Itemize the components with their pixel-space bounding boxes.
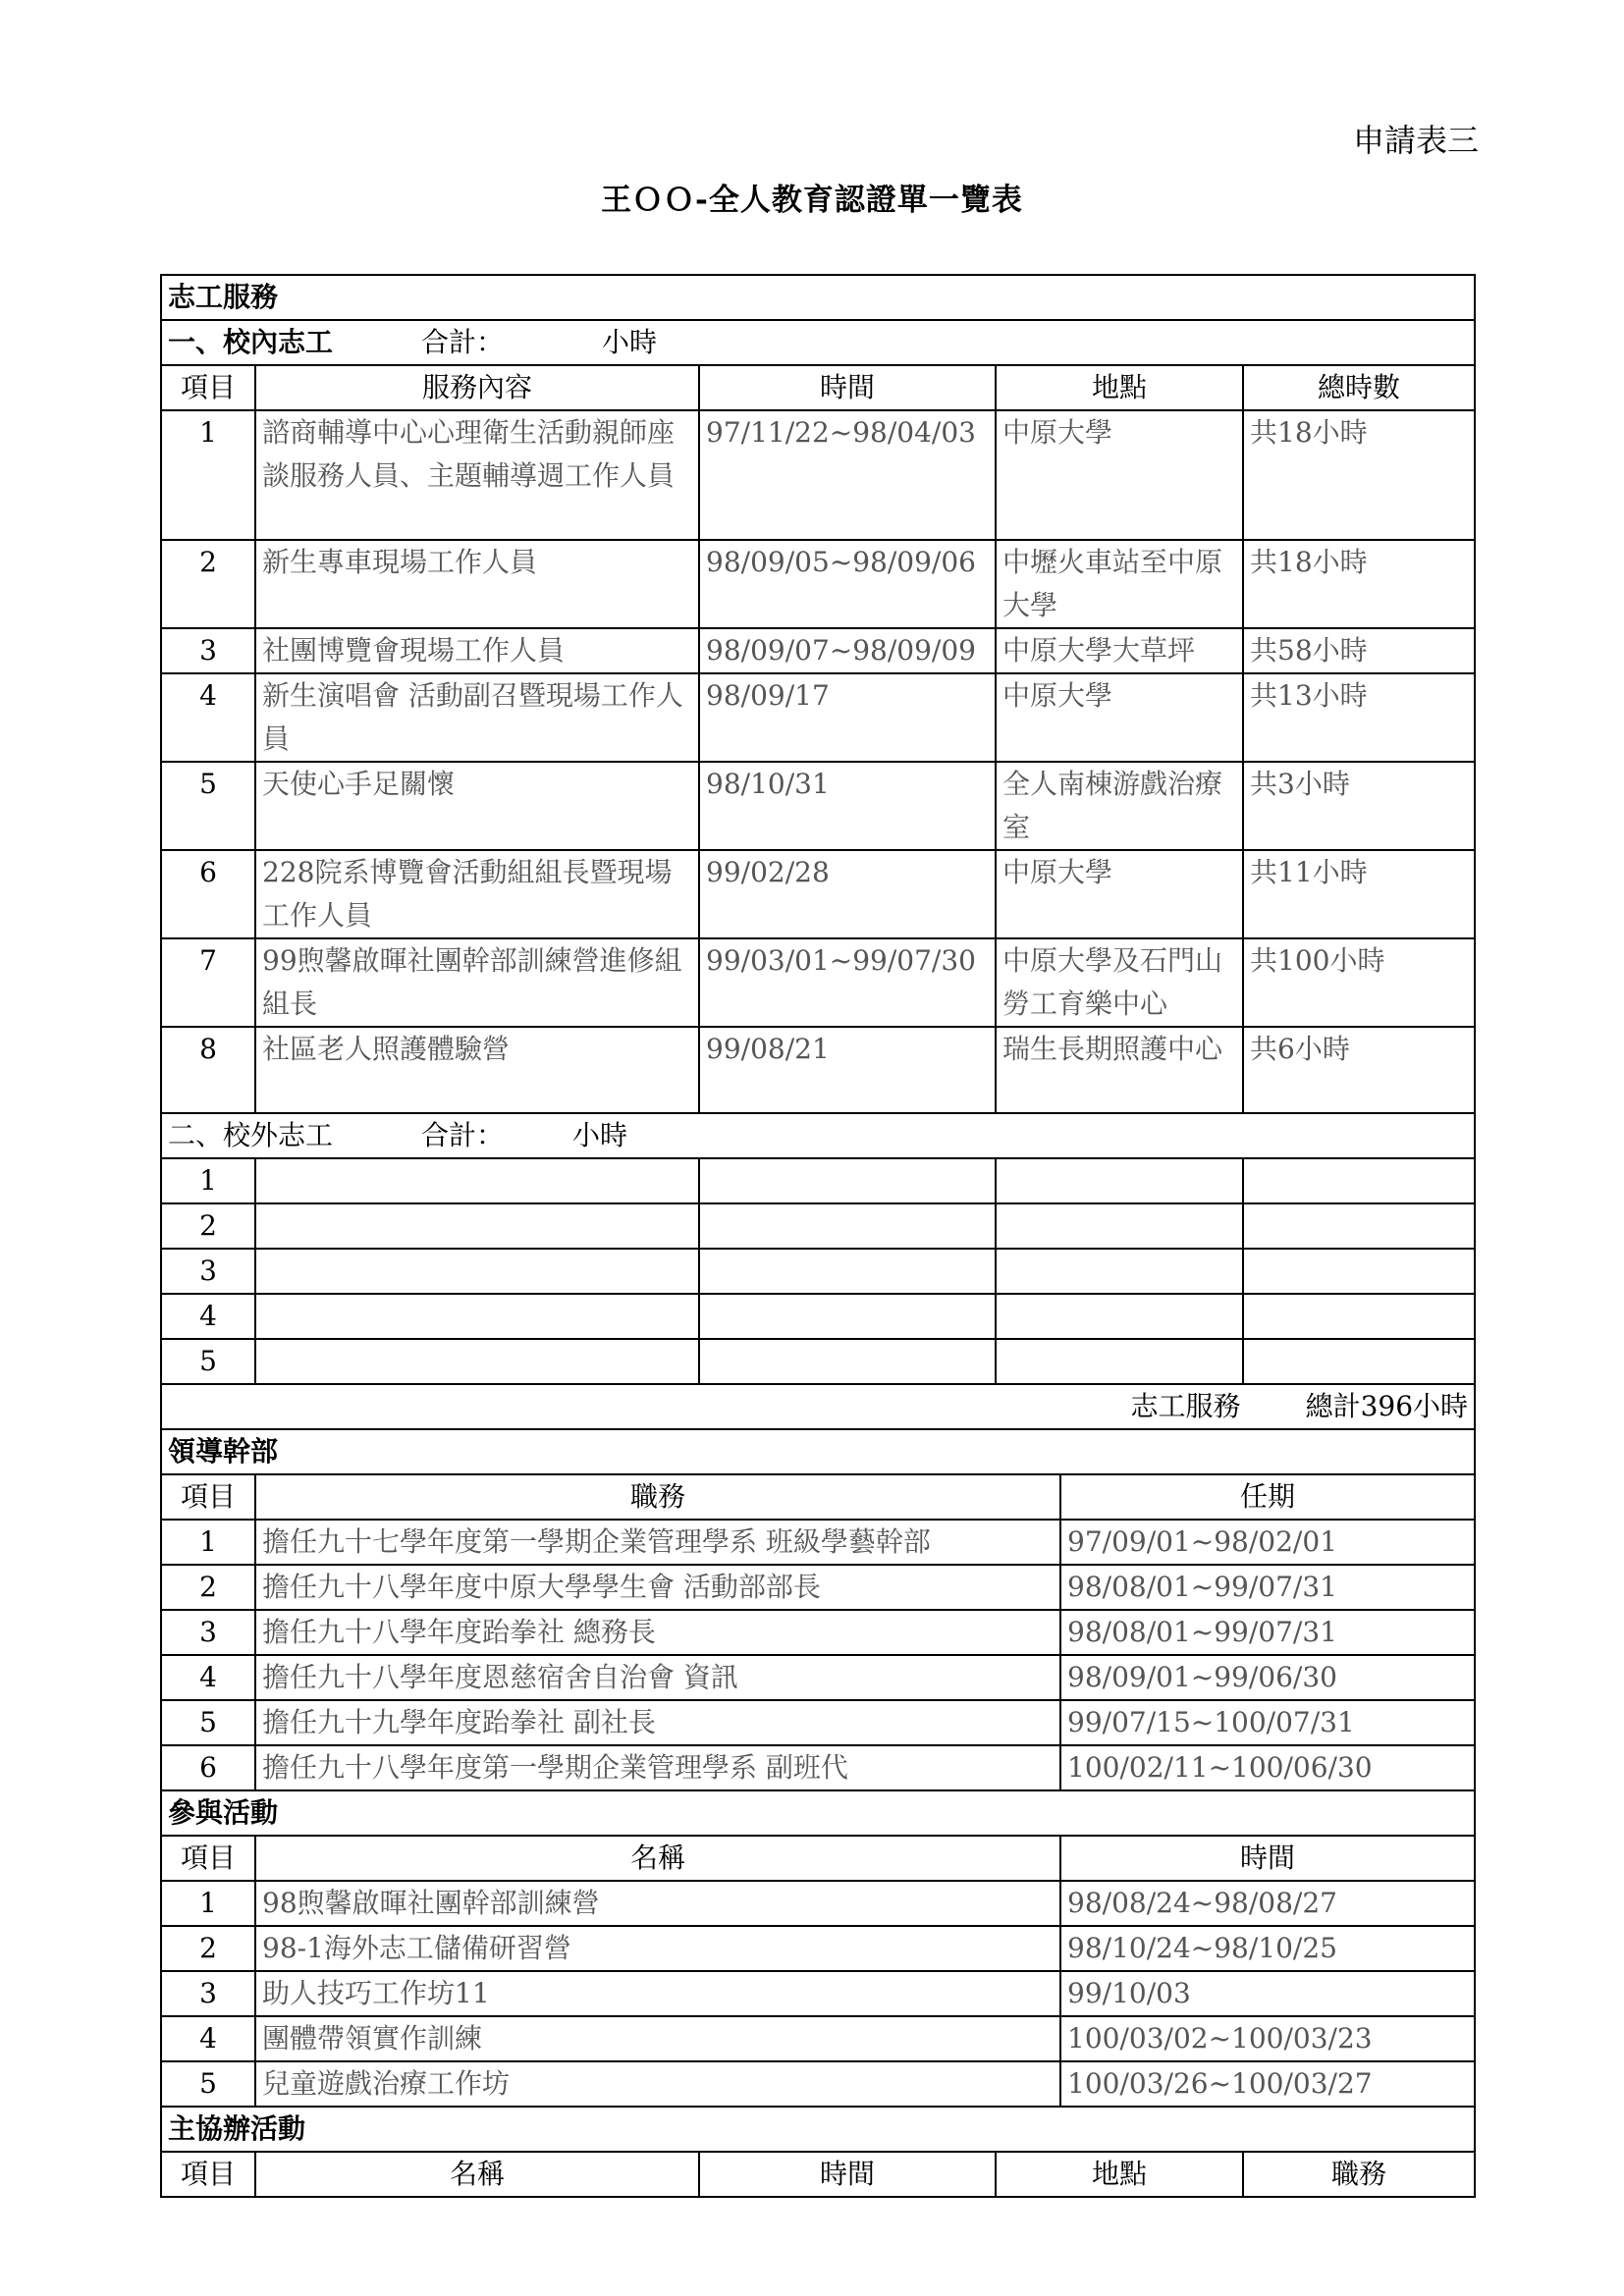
service-time: 99/03/01~99/07/30 xyxy=(699,938,996,1027)
item-number: 3 xyxy=(161,1610,255,1655)
table-row xyxy=(161,1745,1475,1790)
section-title: 主協辦活動 xyxy=(161,2107,1475,2152)
campus-heading xyxy=(161,320,1475,365)
service-time: 99/02/28 xyxy=(699,850,996,938)
campus-label: 一、校內志工 xyxy=(168,326,334,358)
empty-cell xyxy=(1243,1249,1475,1294)
service-place: 中壢火車站至中原大學 xyxy=(996,540,1243,628)
col-header-role: 職務 xyxy=(255,1474,1060,1520)
empty-cell xyxy=(996,1158,1243,1203)
empty-cell xyxy=(255,1294,699,1339)
table-row xyxy=(161,1158,1475,1203)
table-row xyxy=(161,1881,1475,1926)
table-row xyxy=(161,1971,1475,2016)
item-number: 1 xyxy=(161,1158,255,1203)
col-header-term: 任期 xyxy=(1060,1474,1475,1520)
leadership-term: 98/08/01~99/07/31 xyxy=(1060,1610,1475,1655)
volunteer-summary xyxy=(161,1384,1475,1429)
item-number: 1 xyxy=(161,1881,255,1926)
form-number: 申請表三 xyxy=(1352,122,1479,159)
section-leadership xyxy=(161,1429,1475,1474)
service-content: 228院系博覽會活動組組長暨現場工作人員 xyxy=(255,850,699,938)
leadership-role: 擔任九十八學年度第一學期企業管理學系 副班代 xyxy=(255,1745,1060,1790)
activities-header-row xyxy=(161,1836,1475,1881)
leadership-term: 98/08/01~99/07/31 xyxy=(1060,1565,1475,1610)
col-header-place: 地點 xyxy=(996,365,1243,410)
leadership-term: 98/09/01~99/06/30 xyxy=(1060,1655,1475,1700)
volunteer-total xyxy=(161,1384,1475,1429)
activity-time: 100/03/02~100/03/23 xyxy=(1060,2016,1475,2061)
item-number: 6 xyxy=(161,1745,255,1790)
empty-cell xyxy=(255,1158,699,1203)
campus-total-label: 合計： xyxy=(421,326,505,358)
col-header-place: 地點 xyxy=(996,2152,1243,2197)
activity-name: 助人技巧工作坊11 xyxy=(255,1971,1060,2016)
section-title: 志工服務 xyxy=(161,275,1475,320)
item-number: 4 xyxy=(161,1655,255,1700)
service-content: 天使心手足關懷 xyxy=(255,762,699,850)
offcampus-total-label: 合計： xyxy=(421,1119,505,1151)
item-number: 3 xyxy=(161,628,255,673)
empty-cell xyxy=(255,1339,699,1384)
table-row xyxy=(161,1700,1475,1745)
col-header-time: 時間 xyxy=(1060,1836,1475,1881)
section-activities xyxy=(161,1790,1475,1836)
item-number: 6 xyxy=(161,850,255,938)
col-header-item: 項目 xyxy=(161,365,255,410)
item-number: 4 xyxy=(161,673,255,762)
service-time: 99/08/21 xyxy=(699,1027,996,1113)
item-number: 8 xyxy=(161,1027,255,1113)
col-header-name: 名稱 xyxy=(255,2152,699,2197)
service-place: 中原大學 xyxy=(996,410,1243,540)
activity-name: 兒童遊戲治療工作坊 xyxy=(255,2061,1060,2107)
table-row xyxy=(161,1203,1475,1249)
service-content: 社區老人照護體驗營 xyxy=(255,1027,699,1113)
col-header-content: 服務內容 xyxy=(255,365,699,410)
service-hours: 共3小時 xyxy=(1243,762,1475,850)
service-hours: 共13小時 xyxy=(1243,673,1475,762)
col-header-time: 時間 xyxy=(699,2152,996,2197)
campus-total-unit: 小時 xyxy=(602,326,658,358)
leadership-role: 擔任九十八學年度中原大學學生會 活動部部長 xyxy=(255,1565,1060,1610)
table-row xyxy=(161,1294,1475,1339)
table-row xyxy=(161,1027,1475,1113)
leadership-role: 擔任九十八學年度恩慈宿舍自治會 資訊 xyxy=(255,1655,1060,1700)
leadership-role: 擔任九十九學年度跆拳社 副社長 xyxy=(255,1700,1060,1745)
service-place: 中原大學 xyxy=(996,673,1243,762)
activity-name: 98-1海外志工儲備研習營 xyxy=(255,1926,1060,1971)
service-content: 99煦馨啟暉社團幹部訓練營進修組組長 xyxy=(255,938,699,1027)
activity-time: 98/08/24~98/08/27 xyxy=(1060,1881,1475,1926)
summary-label: 志工服務 xyxy=(1130,1390,1241,1422)
empty-cell xyxy=(996,1294,1243,1339)
offcampus-label: 二、校外志工 xyxy=(168,1119,334,1151)
item-number: 3 xyxy=(161,1249,255,1294)
col-header-role: 職務 xyxy=(1243,2152,1475,2197)
empty-cell xyxy=(996,1203,1243,1249)
empty-cell xyxy=(1243,1158,1475,1203)
service-time: 98/09/17 xyxy=(699,673,996,762)
table-row xyxy=(161,1520,1475,1565)
empty-cell xyxy=(1243,1294,1475,1339)
service-hours: 共6小時 xyxy=(1243,1027,1475,1113)
section-organized xyxy=(161,2107,1475,2152)
empty-cell xyxy=(996,1249,1243,1294)
service-hours: 共11小時 xyxy=(1243,850,1475,938)
service-content: 社團博覽會現場工作人員 xyxy=(255,628,699,673)
service-hours: 共100小時 xyxy=(1243,938,1475,1027)
item-number: 1 xyxy=(161,410,255,540)
leadership-term: 97/09/01~98/02/01 xyxy=(1060,1520,1475,1565)
leadership-term: 100/02/11~100/06/30 xyxy=(1060,1745,1475,1790)
item-number: 2 xyxy=(161,1926,255,1971)
table-row xyxy=(161,540,1475,628)
leadership-role: 擔任九十七學年度第一學期企業管理學系 班級學藝幹部 xyxy=(255,1520,1060,1565)
table-row xyxy=(161,1339,1475,1384)
item-number: 2 xyxy=(161,1565,255,1610)
service-content: 新生演唱會 活動副召暨現場工作人員 xyxy=(255,673,699,762)
item-number: 4 xyxy=(161,1294,255,1339)
empty-cell xyxy=(255,1249,699,1294)
empty-cell xyxy=(1243,1203,1475,1249)
col-header-hours: 總時數 xyxy=(1243,365,1475,410)
section-title: 領導幹部 xyxy=(161,1429,1475,1474)
activity-name: 團體帶領實作訓練 xyxy=(255,2016,1060,2061)
section-title: 參與活動 xyxy=(161,1790,1475,1836)
item-number: 7 xyxy=(161,938,255,1027)
campus-volunteer-heading xyxy=(161,320,1475,365)
offcampus-heading xyxy=(161,1113,1475,1158)
item-number: 5 xyxy=(161,762,255,850)
table-row xyxy=(161,628,1475,673)
service-place: 中原大學及石門山勞工育樂中心 xyxy=(996,938,1243,1027)
leadership-term: 99/07/15~100/07/31 xyxy=(1060,1700,1475,1745)
table-row xyxy=(161,938,1475,1027)
leadership-header-row xyxy=(161,1474,1475,1520)
table-row xyxy=(161,1249,1475,1294)
table-row xyxy=(161,2016,1475,2061)
table-row xyxy=(161,762,1475,850)
empty-cell xyxy=(699,1203,996,1249)
leadership-role: 擔任九十八學年度跆拳社 總務長 xyxy=(255,1610,1060,1655)
col-header-item: 項目 xyxy=(161,1836,255,1881)
service-time: 98/09/05~98/09/06 xyxy=(699,540,996,628)
item-number: 2 xyxy=(161,1203,255,1249)
campus-header-row xyxy=(161,365,1475,410)
empty-cell xyxy=(1243,1339,1475,1384)
table-row xyxy=(161,410,1475,540)
item-number: 5 xyxy=(161,1700,255,1745)
empty-cell xyxy=(699,1339,996,1384)
item-number: 3 xyxy=(161,1971,255,2016)
certification-table xyxy=(160,274,1476,2198)
page-title: 王ＯＯ-全人教育認證單一覽表 xyxy=(601,183,1023,218)
table-row xyxy=(161,1655,1475,1700)
empty-cell xyxy=(699,1249,996,1294)
activity-time: 99/10/03 xyxy=(1060,1971,1475,2016)
item-number: 2 xyxy=(161,540,255,628)
table-row xyxy=(161,673,1475,762)
empty-cell xyxy=(699,1158,996,1203)
table-row xyxy=(161,2061,1475,2107)
item-number: 5 xyxy=(161,2061,255,2107)
service-hours: 共18小時 xyxy=(1243,540,1475,628)
activity-name: 98煦馨啟暉社團幹部訓練營 xyxy=(255,1881,1060,1926)
service-place: 瑞生長期照護中心 xyxy=(996,1027,1243,1113)
table-row xyxy=(161,1610,1475,1655)
service-time: 98/10/31 xyxy=(699,762,996,850)
offcampus-total-unit: 小時 xyxy=(572,1119,628,1151)
service-content: 諮商輔導中心心理衛生活動親師座談服務人員、主題輔導週工作人員 xyxy=(255,410,699,540)
col-header-item: 項目 xyxy=(161,2152,255,2197)
col-header-time: 時間 xyxy=(699,365,996,410)
table-row xyxy=(161,850,1475,938)
item-number: 4 xyxy=(161,2016,255,2061)
service-hours: 共18小時 xyxy=(1243,410,1475,540)
item-number: 1 xyxy=(161,1520,255,1565)
table-row xyxy=(161,1565,1475,1610)
empty-cell xyxy=(255,1203,699,1249)
empty-cell xyxy=(699,1294,996,1339)
activity-time: 100/03/26~100/03/27 xyxy=(1060,2061,1475,2107)
summary-total: 總計396小時 xyxy=(1305,1390,1469,1422)
table-row xyxy=(161,1926,1475,1971)
empty-cell xyxy=(996,1339,1243,1384)
service-place: 中原大學 xyxy=(996,850,1243,938)
col-header-item: 項目 xyxy=(161,1474,255,1520)
service-place: 全人南棟游戲治療室 xyxy=(996,762,1243,850)
section-volunteer xyxy=(161,275,1475,320)
service-hours: 共58小時 xyxy=(1243,628,1475,673)
activity-time: 98/10/24~98/10/25 xyxy=(1060,1926,1475,1971)
offcampus-volunteer-heading xyxy=(161,1113,1475,1158)
item-number: 5 xyxy=(161,1339,255,1384)
service-content: 新生專車現場工作人員 xyxy=(255,540,699,628)
service-time: 98/09/07~98/09/09 xyxy=(699,628,996,673)
service-time: 97/11/22~98/04/03 xyxy=(699,410,996,540)
service-place: 中原大學大草坪 xyxy=(996,628,1243,673)
col-header-name: 名稱 xyxy=(255,1836,1060,1881)
organized-header-row xyxy=(161,2152,1475,2197)
